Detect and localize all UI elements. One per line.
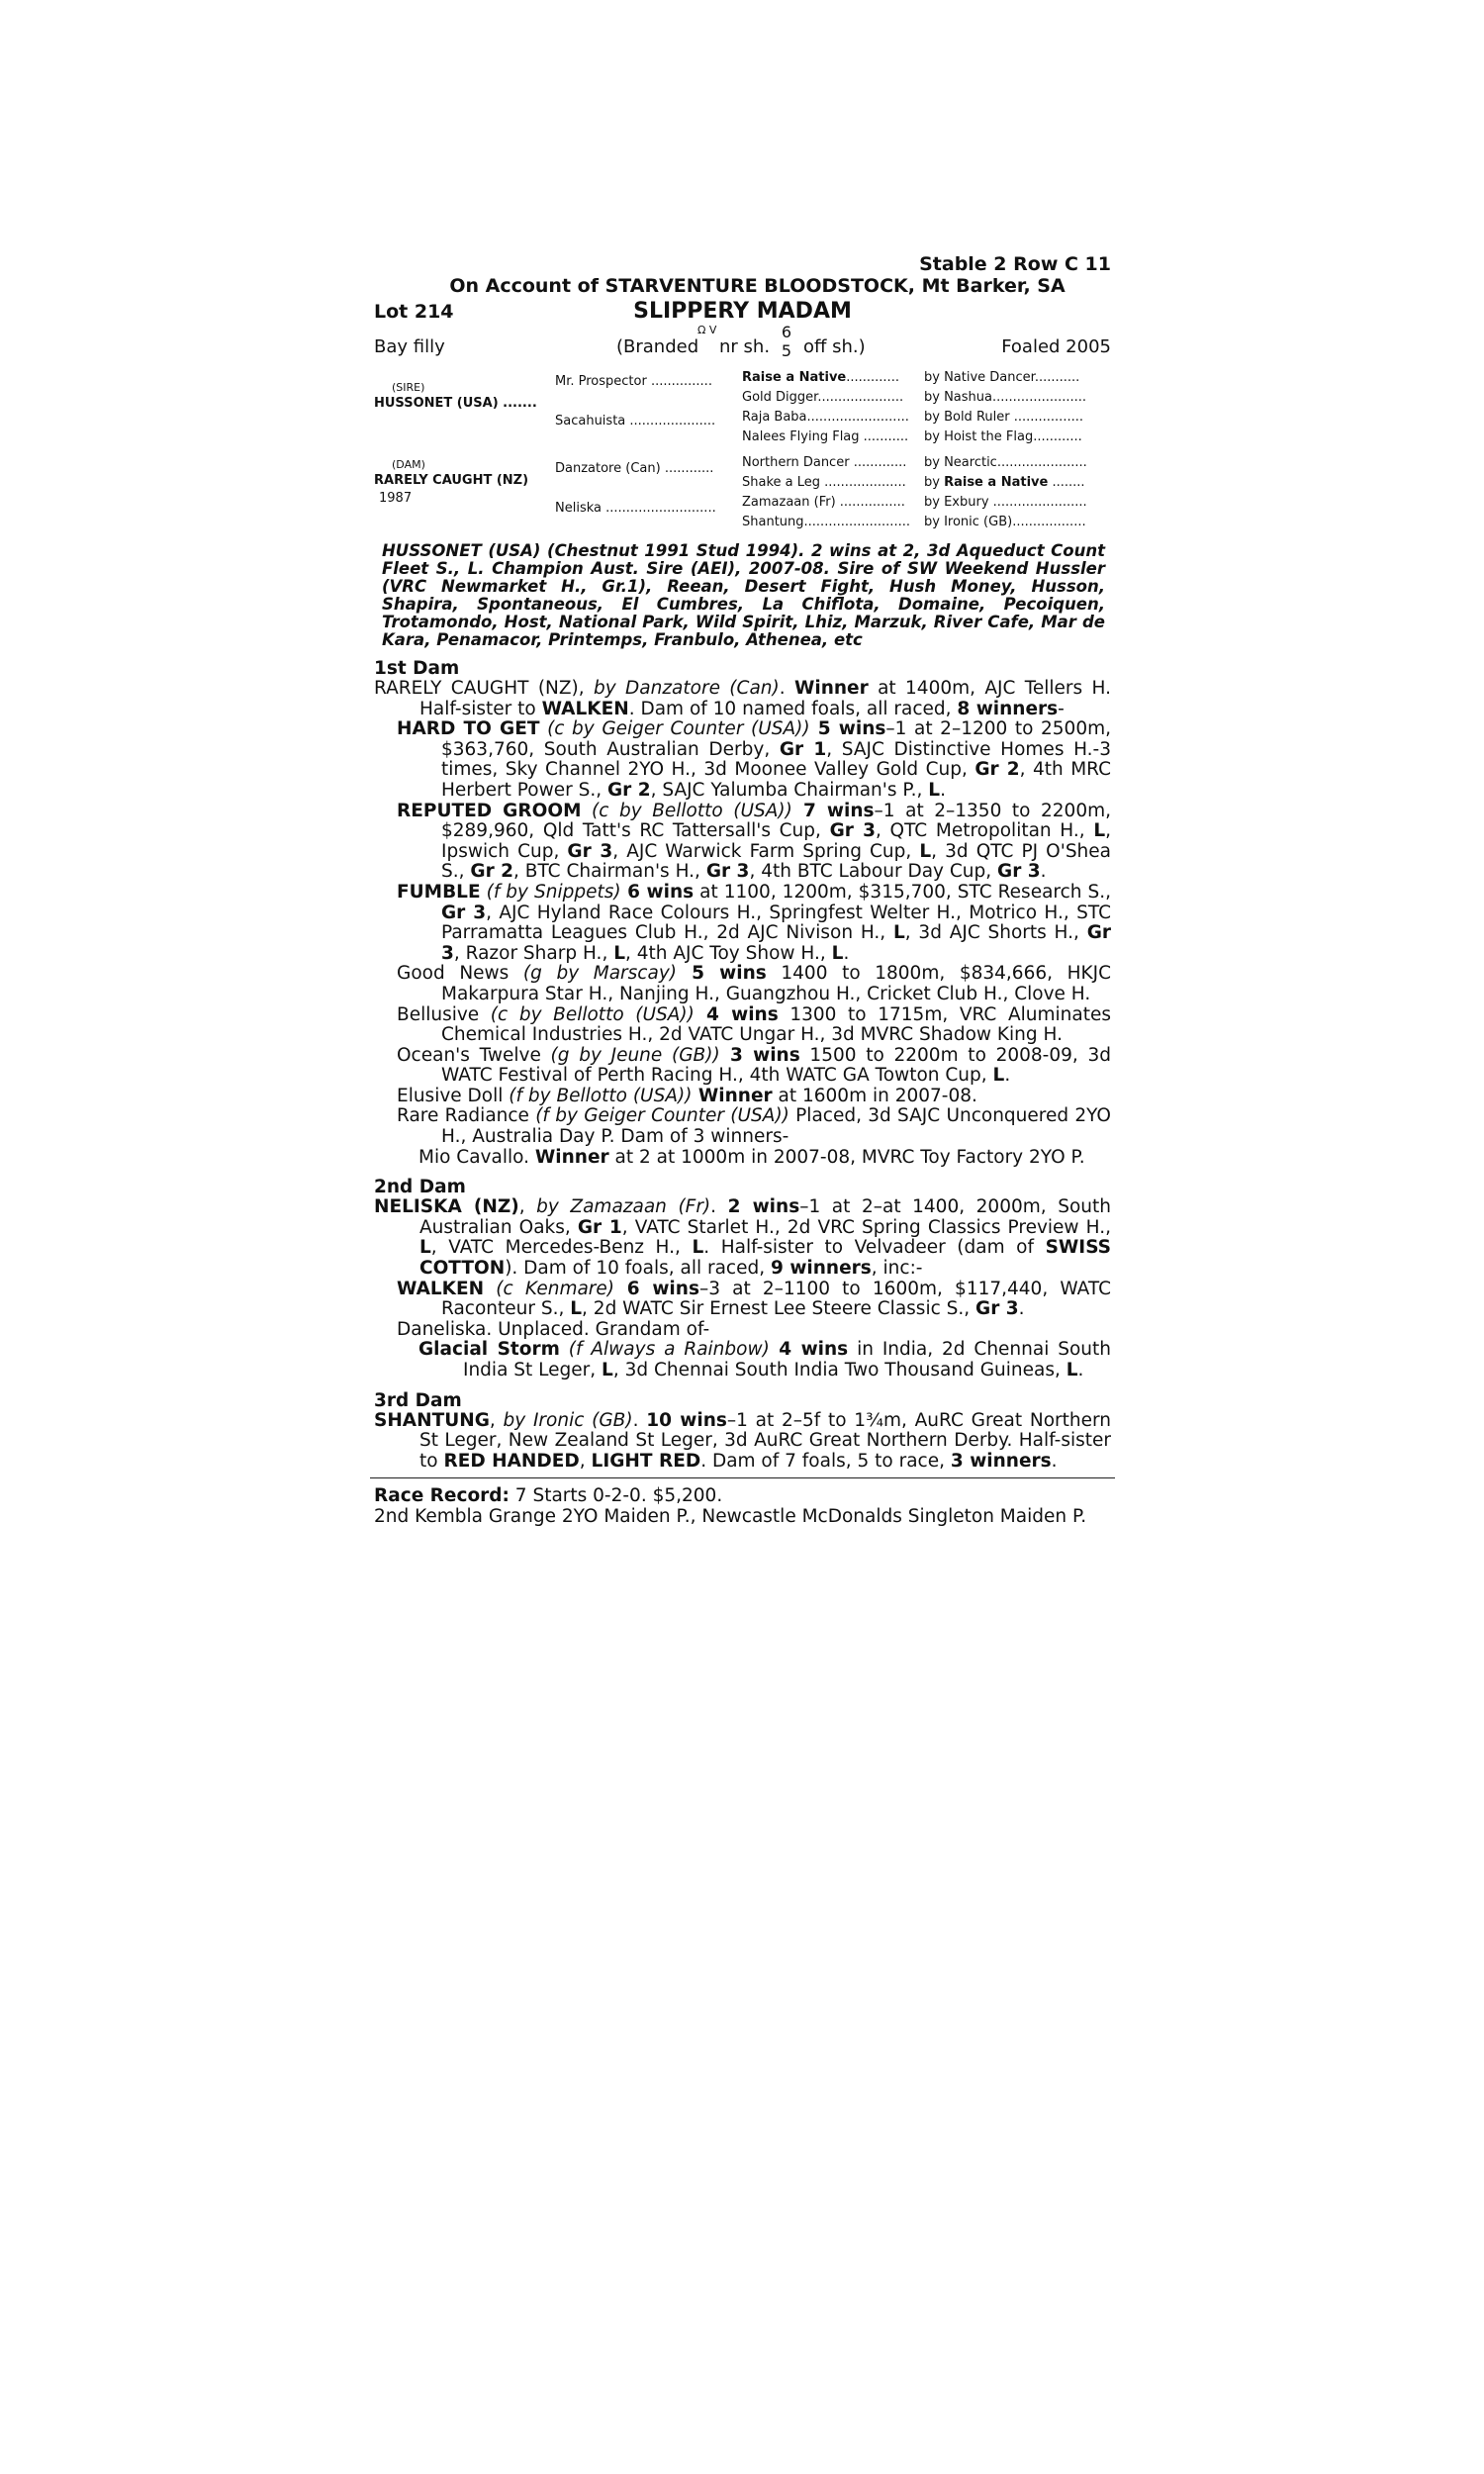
progeny-entry: WALKEN (c Kenmare) 6 wins–3 at 2–1100 to 1600m, $117,440, WATC Raconteur S., L, 2d WATC Sir Ernest Lee Steere Classic S., Gr 3.	[397, 1278, 1111, 1320]
pedigree-table	[374, 370, 1111, 528]
brand-open: (Branded	[616, 336, 699, 357]
g4-0: by Native Dancer...........	[924, 370, 1080, 385]
progeny-entry: Good News (g by Marscay) 5 wins 1400 to 1800m, $834,666, HKJC Makarpura Star H., Nanjing H., Guangzhou H., Cricket Club H., Clove H.	[397, 963, 1111, 1004]
dam-sire: Danzatore (Can) ............	[555, 461, 714, 476]
brand-number-bottom: 5	[781, 341, 792, 360]
grand-progeny-entry: Glacial Storm (f Always a Rainbow) 4 wins in India, 2d Chennai South India St Leger, L, 3d Chennai South India Two Thousand Guineas, L.	[418, 1339, 1112, 1380]
dam-dam: Neliska ...........................	[555, 501, 716, 516]
g4-6: by Exbury .......................	[924, 495, 1087, 510]
second-dam-intro: NELISKA (NZ), by Zamazaan (Fr). 2 wins–1 at 2–at 1400, 2000m, South Australian Oaks, Gr 1, VATC Starlet H., 2d VRC Spring Classics Preview H., L, VATC Mercedes-Benz H., L. Half-sister to Velvadeer (dam of SWISS COTTON). Dam of 10 foals, all raced, 9 winners, inc:-	[374, 1196, 1112, 1280]
grand-progeny-entry: Mio Cavallo. Winner at 2 at 1000m in 2007-08, MVRC Toy Factory 2YO P.	[418, 1146, 1085, 1168]
progeny-entry: Ocean's Twelve (g by Jeune (GB)) 3 wins 1500 to 2200m to 2008-09, 3d WATC Festival of Perth Racing H., 4th WATC GA Towton Cup, L.	[397, 1044, 1111, 1087]
third-dam-intro: SHANTUNG, by Ironic (GB). 10 wins–1 at 2–5f to 1¾m, AuRC Great Northern St Leger, New Zealand St Leger, 3d AuRC Great Northern Derby. Half-sister to RED HANDED, LIGHT RED. Dam of 7 foals, 5 to race, 3 winners.	[374, 1409, 1111, 1472]
third-dam-heading: 3rd Dam	[374, 1389, 462, 1411]
sire-sire: Mr. Prospector ...............	[555, 374, 712, 389]
divider	[370, 1477, 1115, 1478]
g3-4: Northern Dancer .............	[742, 455, 907, 470]
progeny-entry: Bellusive (c by Bellotto (USA)) 4 wins 1300 to 1715m, VRC Aluminates Chemical Industries H., 2d VATC Ungar H., 3d MVRC Shadow King H.	[397, 1003, 1111, 1046]
brand-glyph: Ω V	[697, 324, 717, 336]
lot-number: Lot 214	[374, 301, 454, 323]
sire-name: HUSSONET (USA) .......	[374, 396, 537, 411]
g4-2: by Bold Ruler .................	[924, 410, 1083, 425]
progeny-entry: FUMBLE (f by Snippets) 6 wins at 1100, 1200m, $315,700, STC Research S., Gr 3, AJC Hyland Race Colours H., Springfest Welter H., Motrico H., STC Parramatta Leagues Club H., 2d AJC Nivison H., L, 3d AJC Shorts H., Gr 3, Razor Sharp H., L, 4th AJC Toy Show H., L.	[397, 881, 1112, 964]
horse-name: SLIPPERY MADAM	[633, 299, 852, 324]
progeny-entry: HARD TO GET (c by Geiger Counter (USA)) 5 wins–1 at 2–1200 to 2500m, $363,760, South Australian Derby, Gr 1, SAJC Distinctive Homes H.-3 times, Sky Channel 2YO H., 3d Moonee Valley Gold Cup, Gr 2, 4th MRC Herbert Power S., Gr 2, SAJC Yalumba Chairman's P., L.	[397, 718, 1112, 801]
brand-near-side: nr sh.	[719, 336, 771, 357]
brand-number-top: 6	[781, 323, 792, 341]
g3-6: Zamazaan (Fr) ................	[742, 495, 905, 510]
g4-3: by Hoist the Flag............	[924, 429, 1082, 444]
g3-0: Raise a Native.............	[742, 370, 899, 385]
g3-2: Raja Baba.........................	[742, 410, 909, 425]
dam-tag: (DAM)	[392, 458, 425, 471]
vendor-line: On Account of STARVENTURE BLOODSTOCK, Mt Barker, SA	[449, 275, 1066, 297]
dam-name: RARELY CAUGHT (NZ)	[374, 473, 529, 488]
g3-7: Shantung..........................	[742, 515, 910, 529]
g4-5: by Raise a Native ........	[924, 475, 1085, 490]
race-record-placings: 2nd Kembla Grange 2YO Maiden P., Newcastle McDonalds Singleton Maiden P.	[374, 1505, 1087, 1527]
sire-tag: (SIRE)	[392, 381, 425, 394]
horse-details-row	[374, 325, 1111, 366]
sire-dam: Sacahuista .....................	[555, 414, 716, 428]
lot-row	[374, 297, 1111, 325]
catalogue-page	[374, 253, 1111, 1528]
sire-summary: HUSSONET (USA) (Chestnut 1991 Stud 1994). 2 wins at 2, 3d Aqueduct Count Fleet S., L. Champion Aust. Sire (AEI), 2007-08. Sire of SW Weekend Hussler (VRC Newmarket H., Gr.1), Reean, Desert Fight, Hush Money, Husson, Shapira, Spontaneous, El Cumbres, La Chiflota, Domaine, Pecoiquen, Trotamondo, Host, National Park, Wild Spirit, Lhiz, Marzuk, River Cafe, Mar de Kara, Penamacor, Printemps, Franbulo, Athenea, etc	[382, 541, 1105, 649]
g3-1: Gold Digger.....................	[742, 390, 904, 405]
second-dam-heading: 2nd Dam	[374, 1177, 466, 1198]
first-dam-intro: RARELY CAUGHT (NZ), by Danzatore (Can). Winner at 1400m, AJC Tellers H. Half-sister to WALKEN. Dam of 10 named foals, all raced, 8 winners-	[374, 678, 1111, 719]
progeny-entry: Rare Radiance (f by Geiger Counter (USA)) Placed, 3d SAJC Unconquered 2YO H., Australia Day P. Dam of 3 winners-	[397, 1105, 1111, 1148]
race-record: Race Record: 7 Starts 0-2-0. $5,200.	[374, 1485, 723, 1507]
g4-7: by Ironic (GB)..................	[924, 515, 1086, 529]
brand-off-side: off sh.)	[803, 336, 866, 357]
g4-1: by Nashua.......................	[924, 390, 1087, 405]
stable-location: Stable 2 Row C 11	[919, 253, 1111, 275]
g3-3: Nalees Flying Flag ...........	[742, 429, 909, 444]
g3-5: Shake a Leg ....................	[742, 475, 906, 490]
dam-foaled: 1987	[379, 491, 413, 506]
progeny-entry: Daneliska. Unplaced. Grandam of-	[397, 1318, 710, 1340]
foaled-year: Foaled 2005	[1001, 336, 1111, 357]
horse-sex: Bay filly	[374, 336, 445, 357]
progeny-entry: REPUTED GROOM (c by Bellotto (USA)) 7 wins–1 at 2–1350 to 2200m, $289,960, Qld Tatt's RC Tattersall's Cup, Gr 3, QTC Metropolitan H., L, Ipswich Cup, Gr 3, AJC Warwick Farm Spring Cup, L, 3d QTC PJ O'Shea S., Gr 2, BTC Chairman's H., Gr 3, 4th BTC Labour Day Cup, Gr 3.	[397, 800, 1112, 883]
brand-numbers	[780, 323, 793, 360]
first-dam-heading: 1st Dam	[374, 658, 460, 679]
g4-4: by Nearctic......................	[924, 455, 1087, 470]
progeny-entry: Elusive Doll (f by Bellotto (USA)) Winner at 1600m in 2007-08.	[397, 1085, 977, 1106]
